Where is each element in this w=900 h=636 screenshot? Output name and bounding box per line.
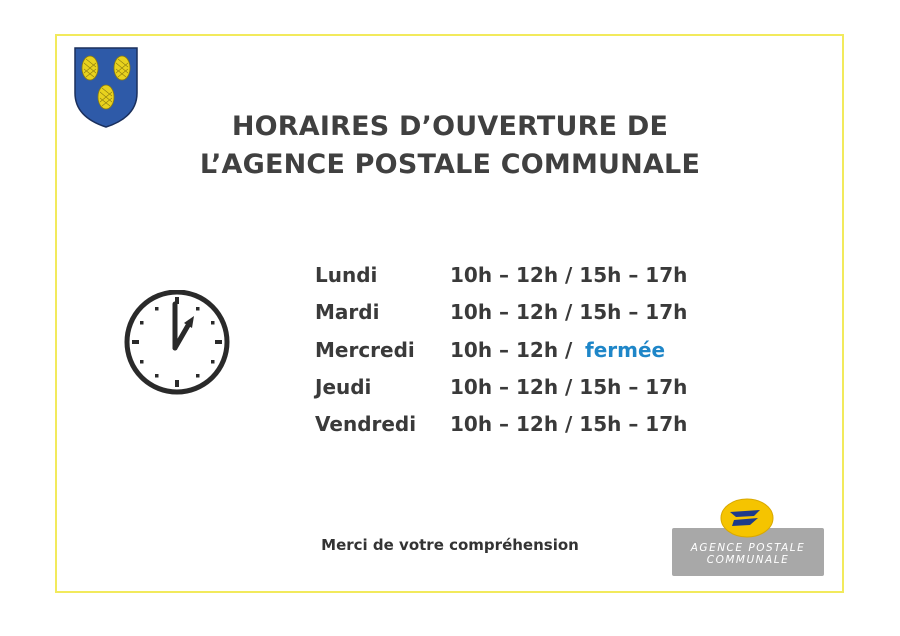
schedule-hours: 10h – 12h /: [450, 338, 573, 362]
schedule-hours: 10h – 12h / 15h – 17h: [450, 300, 688, 324]
schedule-hours: 10h – 12h / 15h – 17h: [450, 263, 688, 287]
schedule-day: Jeudi: [315, 375, 372, 399]
schedule-day: Vendredi: [315, 412, 417, 436]
schedule-day: Mercredi: [315, 338, 415, 362]
la-poste-logo-icon: [720, 498, 774, 538]
clock-icon: [118, 290, 236, 400]
schedule-hours: 10h – 12h / 15h – 17h: [450, 412, 688, 436]
logo-text-line-2: COMMUNALE: [706, 554, 790, 566]
page-title: [150, 108, 750, 184]
closed-label: fermée: [585, 338, 666, 362]
agency-logo: [672, 498, 824, 576]
title-line-1: HORAIRES D’OUVERTURE DE: [231, 111, 669, 142]
schedule-hours: 10h – 12h / 15h – 17h: [450, 375, 688, 399]
thanks-message: Merci de votre compréhension: [321, 536, 579, 554]
title-line-2: L’AGENCE POSTALE COMMUNALE: [199, 149, 701, 180]
coat-of-arms-icon: [72, 45, 140, 129]
schedule-day: Mardi: [315, 300, 380, 324]
logo-text-line-1: AGENCE POSTALE: [690, 542, 806, 554]
schedule-day: Lundi: [315, 263, 378, 287]
